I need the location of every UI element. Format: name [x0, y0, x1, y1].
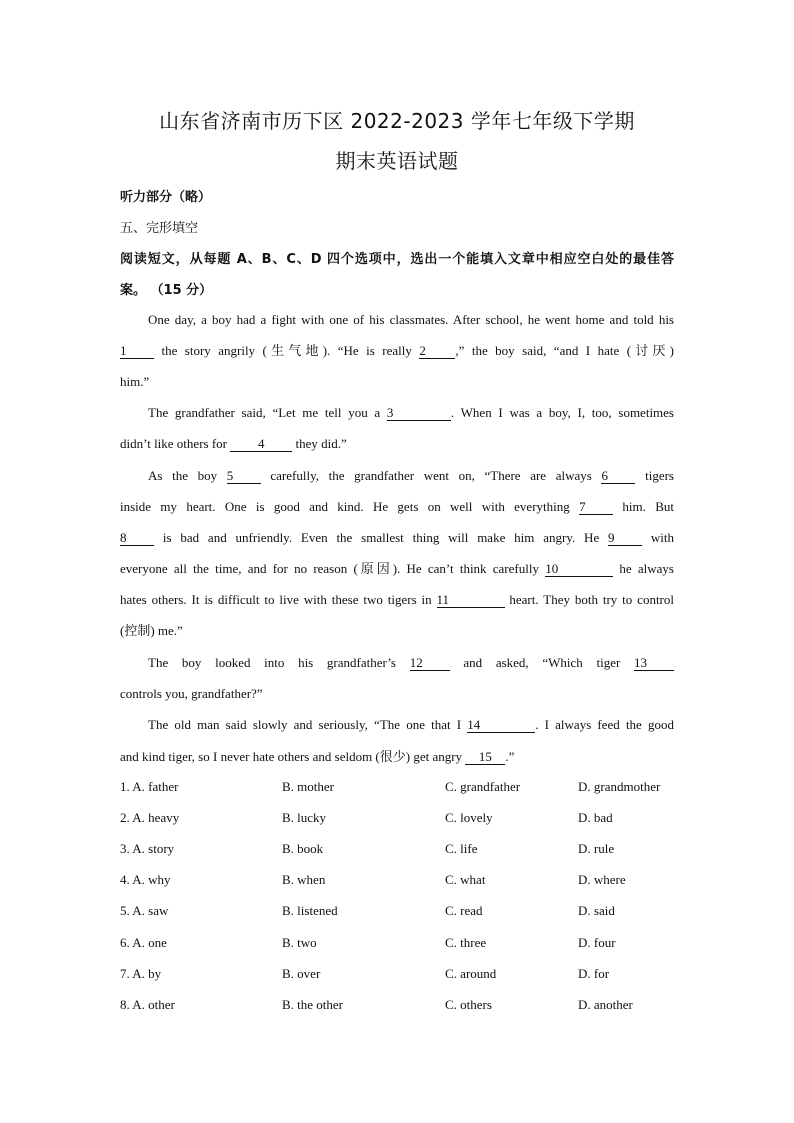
- option-d: D. four: [578, 935, 616, 950]
- passage-line: [120, 560, 674, 578]
- option-d: D. grandmother: [578, 779, 661, 794]
- passage-text: The boy looked into his grandfather’s: [148, 655, 410, 670]
- passage-text: with: [642, 530, 674, 545]
- passage-text: ,” the boy said, “and I hate (讨厌): [455, 343, 674, 358]
- option-d: D. for: [578, 966, 610, 981]
- passage-line: [148, 716, 674, 734]
- blank-7: 7: [579, 499, 613, 515]
- question-options-row: [120, 810, 680, 828]
- passage-line: [148, 404, 674, 422]
- option-c: C. others: [445, 997, 492, 1012]
- passage-text: carefully, the grandfather went on, “There are always: [260, 468, 602, 483]
- passage-text: hates others. It is difficult to live with these two tigers in: [120, 592, 437, 607]
- document-subtitle: 期末英语试题: [335, 149, 459, 173]
- passage-text: The grandfather said, “Let me tell you a: [148, 405, 387, 420]
- blank-15: 15: [465, 749, 505, 765]
- option-a: 7. A. by: [120, 966, 162, 981]
- option-b: B. over: [282, 966, 321, 981]
- blank-12: 12: [410, 655, 450, 671]
- question-options-row: [120, 872, 680, 890]
- option-c: C. life: [445, 841, 478, 856]
- option-d: D. said: [578, 903, 615, 918]
- option-d: D. another: [578, 997, 633, 1012]
- blank-9: 9: [608, 530, 642, 546]
- document-title: 山东省济南市历下区 2022-2023 学年七年级下学期: [159, 109, 635, 133]
- passage-line: [148, 467, 674, 485]
- option-a: 2. A. heavy: [120, 810, 180, 825]
- passage-line: [120, 435, 674, 453]
- option-a: 1. A. father: [120, 779, 179, 794]
- passage-line: [120, 498, 674, 516]
- option-a: 3. A. story: [120, 841, 175, 856]
- blank-14: 14: [467, 717, 535, 733]
- passage-line: [148, 654, 674, 672]
- cloze-section-heading: 五、完形填空: [120, 221, 199, 236]
- passage-text: and kind tiger, so I never hate others and seldom (很少) get angry: [120, 749, 466, 764]
- option-b: B. when: [282, 872, 326, 887]
- option-a: 4. A. why: [120, 872, 171, 887]
- passage-line: [120, 748, 674, 766]
- passage-text: they did.”: [292, 436, 347, 451]
- listening-section-label: 听力部分（略）: [120, 190, 212, 205]
- passage-text: inside my heart. One is good and kind. He gets on well with everything: [120, 499, 580, 514]
- option-d: D. bad: [578, 810, 613, 825]
- passage-text: and asked, “Which tiger: [449, 655, 634, 670]
- passage-line: [120, 529, 674, 547]
- option-c: C. lovely: [445, 810, 493, 825]
- blank-8: 8: [120, 530, 154, 546]
- passage-text: the story angrily (生气地). “He is really: [154, 343, 420, 358]
- passage-text: everyone all the time, and for no reason (原因). He can’t think carefully: [120, 561, 546, 576]
- passage-text: . I always feed the good: [535, 717, 674, 732]
- passage-text: heart. They both try to control: [504, 592, 674, 607]
- question-options-row: [120, 903, 680, 921]
- instruction-line-1: 阅读短文，从每题 A、B、C、D 四个选项中，选出一个能填入文章中相应空白处的最佳答: [120, 252, 674, 267]
- option-d: D. where: [578, 872, 626, 887]
- passage-line: [120, 591, 674, 609]
- option-a: 8. A. other: [120, 997, 175, 1012]
- option-b: B. book: [282, 841, 324, 856]
- blank-10: 10: [545, 561, 613, 577]
- passage-line: controls you, grandfather?”: [120, 686, 263, 701]
- blank-3: 3: [387, 405, 451, 421]
- question-options-row: [120, 935, 680, 953]
- blank-1: 1: [120, 343, 154, 359]
- question-options-row: [120, 779, 680, 797]
- option-d: D. rule: [578, 841, 615, 856]
- option-c: C. what: [445, 872, 486, 887]
- option-b: B. the other: [282, 997, 344, 1012]
- passage-text: didn’t like others for: [120, 436, 231, 451]
- option-c: C. three: [445, 935, 487, 950]
- passage-text: .”: [505, 749, 515, 764]
- blank-4: 4: [230, 436, 292, 452]
- passage-line: him.”: [120, 374, 150, 389]
- option-b: B. mother: [282, 779, 334, 794]
- passage-text: As the boy: [148, 468, 227, 483]
- passage-text: tigers: [635, 468, 674, 483]
- blank-11: 11: [437, 592, 505, 608]
- option-b: B. listened: [282, 903, 338, 918]
- option-c: C. grandfather: [445, 779, 521, 794]
- passage-line: One day, a boy had a fight with one of his classmates. After school, he went home and told his: [148, 312, 674, 327]
- option-c: C. around: [445, 966, 497, 981]
- blank-2: 2: [419, 343, 455, 359]
- passage-text: him. But: [613, 499, 674, 514]
- passage-text: . When I was a boy, I, too, sometimes: [450, 405, 674, 420]
- passage-text: is bad and unfriendly. Even the smallest thing will make him angry. He: [154, 530, 609, 545]
- option-a: 5. A. saw: [120, 903, 169, 918]
- question-options-row: [120, 997, 680, 1015]
- instruction-line-2: 案。 （15 分）: [120, 283, 213, 298]
- option-c: C. read: [445, 903, 483, 918]
- option-b: B. two: [282, 935, 317, 950]
- question-options-row: [120, 966, 680, 984]
- passage-text: he always: [613, 561, 674, 576]
- blank-5: 5: [227, 468, 261, 484]
- option-a: 6. A. one: [120, 935, 167, 950]
- option-b: B. lucky: [282, 810, 327, 825]
- passage-text: The old man said slowly and seriously, “The one that I: [148, 717, 468, 732]
- blank-6: 6: [601, 468, 635, 484]
- question-options-row: [120, 841, 680, 859]
- passage-line: [120, 342, 674, 360]
- passage-line: (控制) me.”: [120, 623, 183, 638]
- blank-13: 13: [634, 655, 674, 671]
